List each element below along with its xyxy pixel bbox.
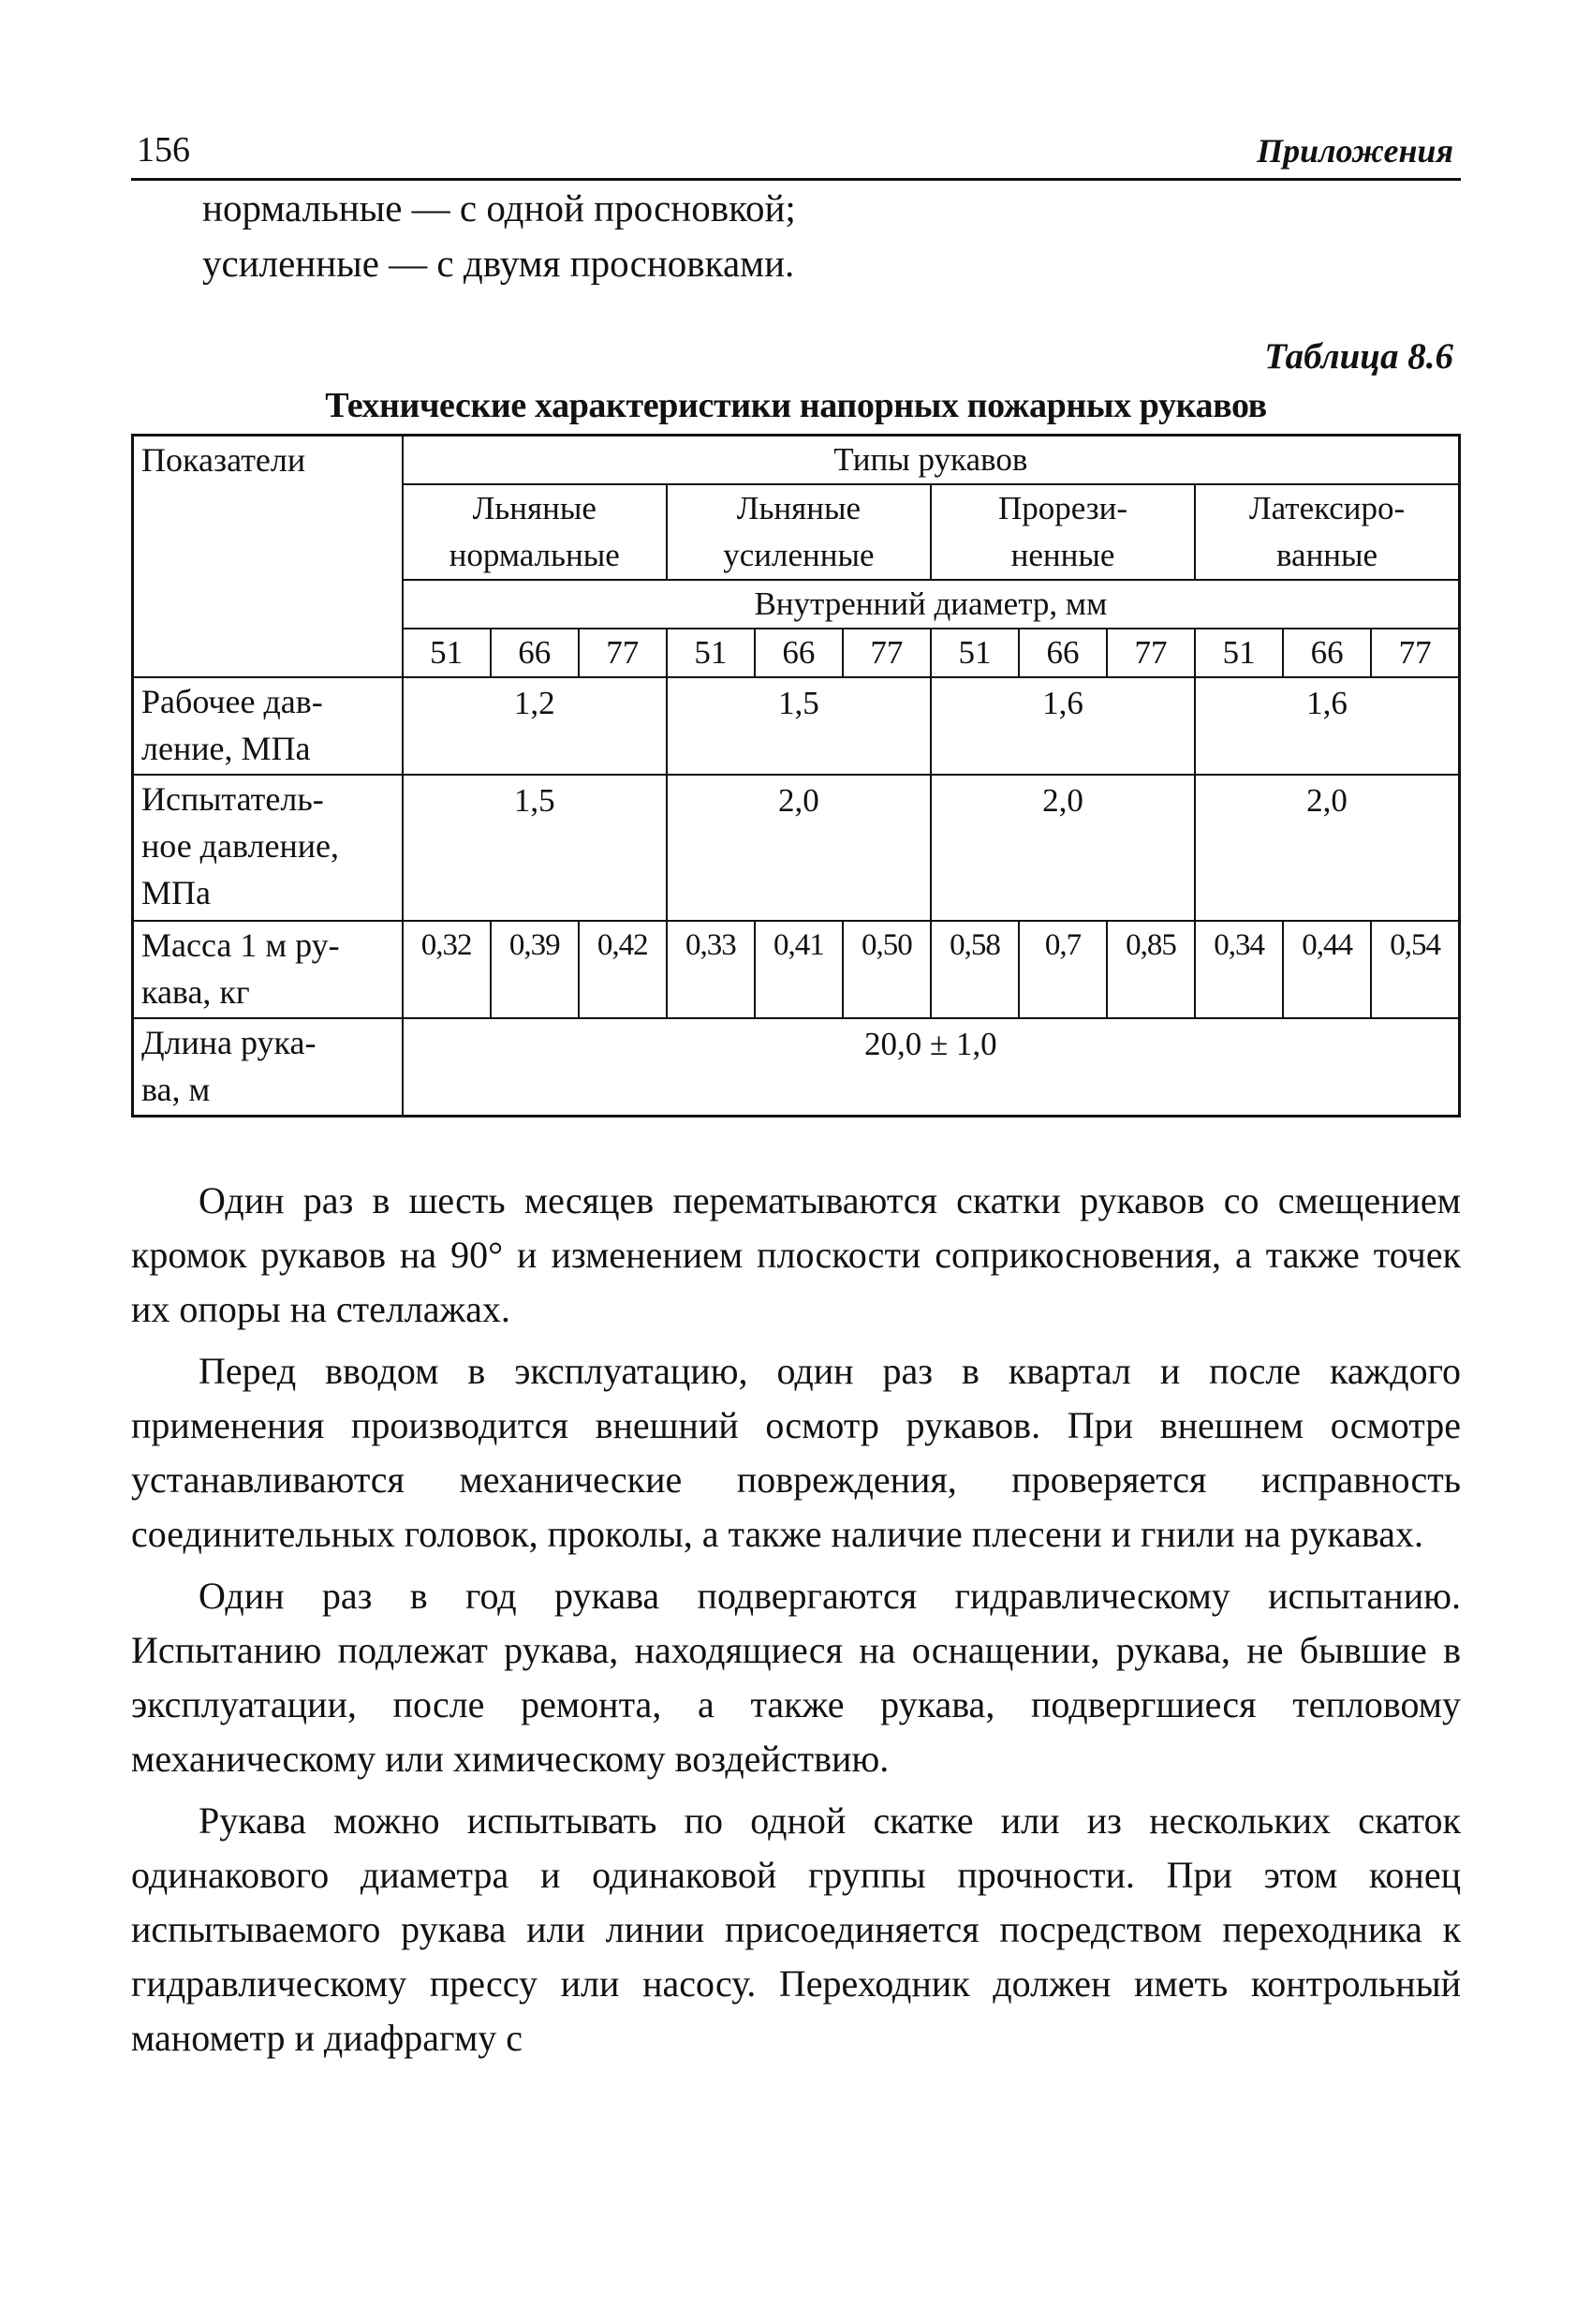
paragraph: Рукава можно испытывать по одной скатке или из нескольких скаток одинакового диаметра и одинаковой группы прочности. При этом конец испытываемого рукава или линии присоединяется посредством переходника к гидравлическому прессу или насосу. Переходник должен иметь контрольный манометр и диафрагму с [131, 1799, 1461, 2059]
mass-value: 0,54 [1371, 921, 1459, 1018]
test-pressure-label [133, 775, 403, 921]
diameter-cell: 51 [1195, 629, 1283, 677]
type-label-line: Льняные [736, 490, 862, 526]
mass-value: 0,32 [403, 921, 491, 1018]
diameter-cell: 51 [931, 629, 1019, 677]
test-pressure-value: 2,0 [1195, 775, 1459, 921]
diameter-cell: 66 [491, 629, 579, 677]
hose-spec-table [131, 434, 1461, 1118]
diameter-cell: 77 [843, 629, 931, 677]
label-line: Масса 1 м ру- [141, 926, 340, 964]
label-line: МПа [141, 874, 211, 911]
diameter-cell: 66 [1283, 629, 1371, 677]
label-line: Длина рука- [141, 1024, 317, 1061]
label-line: кава, кг [141, 973, 250, 1011]
diameter-header: Внутренний диаметр, мм [403, 580, 1460, 629]
working-pressure-value: 1,6 [931, 677, 1195, 775]
type-linen-reinforced [667, 484, 931, 580]
table-number: Таблица 8.6 [1264, 336, 1453, 377]
type-label-line: Латексиро- [1248, 490, 1406, 526]
label-line: Испытатель- [141, 780, 324, 818]
length-value: 20,0 ± 1,0 [403, 1018, 1460, 1116]
intro-line: нормальные — с одной просновкой; [202, 186, 796, 229]
length-label [133, 1018, 403, 1116]
paragraph: Один раз в год рукава подвергаются гидравлическому испытанию. Испытанию подлежат рукава, находящиеся на оснащении, рукава, не бывшие в эксплуатации, после ремонта, а также рукава, подвергшиеся тепловому механическому или химическому воздействию. [131, 1574, 1461, 1780]
mass-value: 0,33 [667, 921, 755, 1018]
type-latex [1195, 484, 1459, 580]
label-line: ление, МПа [141, 730, 311, 767]
running-header [131, 129, 1461, 181]
diameter-cell: 51 [403, 629, 491, 677]
type-rubberized [931, 484, 1195, 580]
working-pressure-row [133, 677, 1460, 775]
type-label-line: Льняные [472, 490, 597, 526]
indicators-header-text: Показатели [141, 441, 306, 479]
test-pressure-value: 2,0 [667, 775, 931, 921]
paragraph: Один раз в шесть месяцев перематываются скатки рукавов со смещением кромок рукавов на 90° и изменением плоскости соприкосновения, а также точек их опоры на стеллажах. [131, 1178, 1461, 1330]
mass-value: 0,44 [1283, 921, 1371, 1018]
working-pressure-label [133, 677, 403, 775]
book-page [131, 129, 1461, 2065]
page-number: 156 [137, 130, 190, 170]
paragraph: Перед вводом в эксплуатацию, один раз в квартал и после каждого применения производится внешний осмотр рукавов. При внешнем осмотре устанавливаются механические повреждения, проверяется исправность соединительных головок, проколы, а также наличие плесени и гнили на рукавах. [131, 1349, 1461, 1555]
diameter-cell: 77 [579, 629, 667, 677]
label-line: ное давление, [141, 827, 339, 865]
mass-value: 0,85 [1107, 921, 1195, 1018]
mass-value: 0,42 [579, 921, 667, 1018]
types-header: Типы рукавов [403, 436, 1460, 485]
diameter-cell: 66 [755, 629, 843, 677]
diameter-cell: 51 [667, 629, 755, 677]
mass-value: 0,7 [1019, 921, 1107, 1018]
diameter-cell: 77 [1371, 629, 1459, 677]
type-label-line: усиленные [723, 537, 875, 573]
type-label-line: нормальные [449, 537, 620, 573]
mass-value: 0,39 [491, 921, 579, 1018]
indicators-header [133, 436, 403, 678]
table-caption: Технические характеристики напорных пожарных рукавов [325, 386, 1267, 425]
mass-value: 0,34 [1195, 921, 1283, 1018]
working-pressure-value: 1,6 [1195, 677, 1459, 775]
type-label-line: Прорези- [998, 490, 1127, 526]
mass-value: 0,50 [843, 921, 931, 1018]
test-pressure-row [133, 775, 1460, 921]
body-text [131, 1174, 1461, 2065]
diameter-cell: 77 [1107, 629, 1195, 677]
mass-value: 0,58 [931, 921, 1019, 1018]
test-pressure-value: 1,5 [403, 775, 667, 921]
working-pressure-value: 1,5 [667, 677, 931, 775]
label-line: ва, м [141, 1071, 211, 1108]
mass-value: 0,41 [755, 921, 843, 1018]
mass-label [133, 921, 403, 1018]
type-label-line: ванные [1275, 537, 1378, 573]
section-title: Приложения [1257, 132, 1453, 170]
label-line: Рабочее дав- [141, 683, 323, 720]
length-row [133, 1018, 1460, 1116]
type-label-line: ненные [1010, 537, 1115, 573]
intro-line: усиленные — с двумя просновками. [202, 242, 795, 285]
table-header-row [133, 436, 1460, 485]
test-pressure-value: 2,0 [931, 775, 1195, 921]
type-linen-normal [403, 484, 667, 580]
mass-row [133, 921, 1460, 1018]
diameter-cell: 66 [1019, 629, 1107, 677]
working-pressure-value: 1,2 [403, 677, 667, 775]
